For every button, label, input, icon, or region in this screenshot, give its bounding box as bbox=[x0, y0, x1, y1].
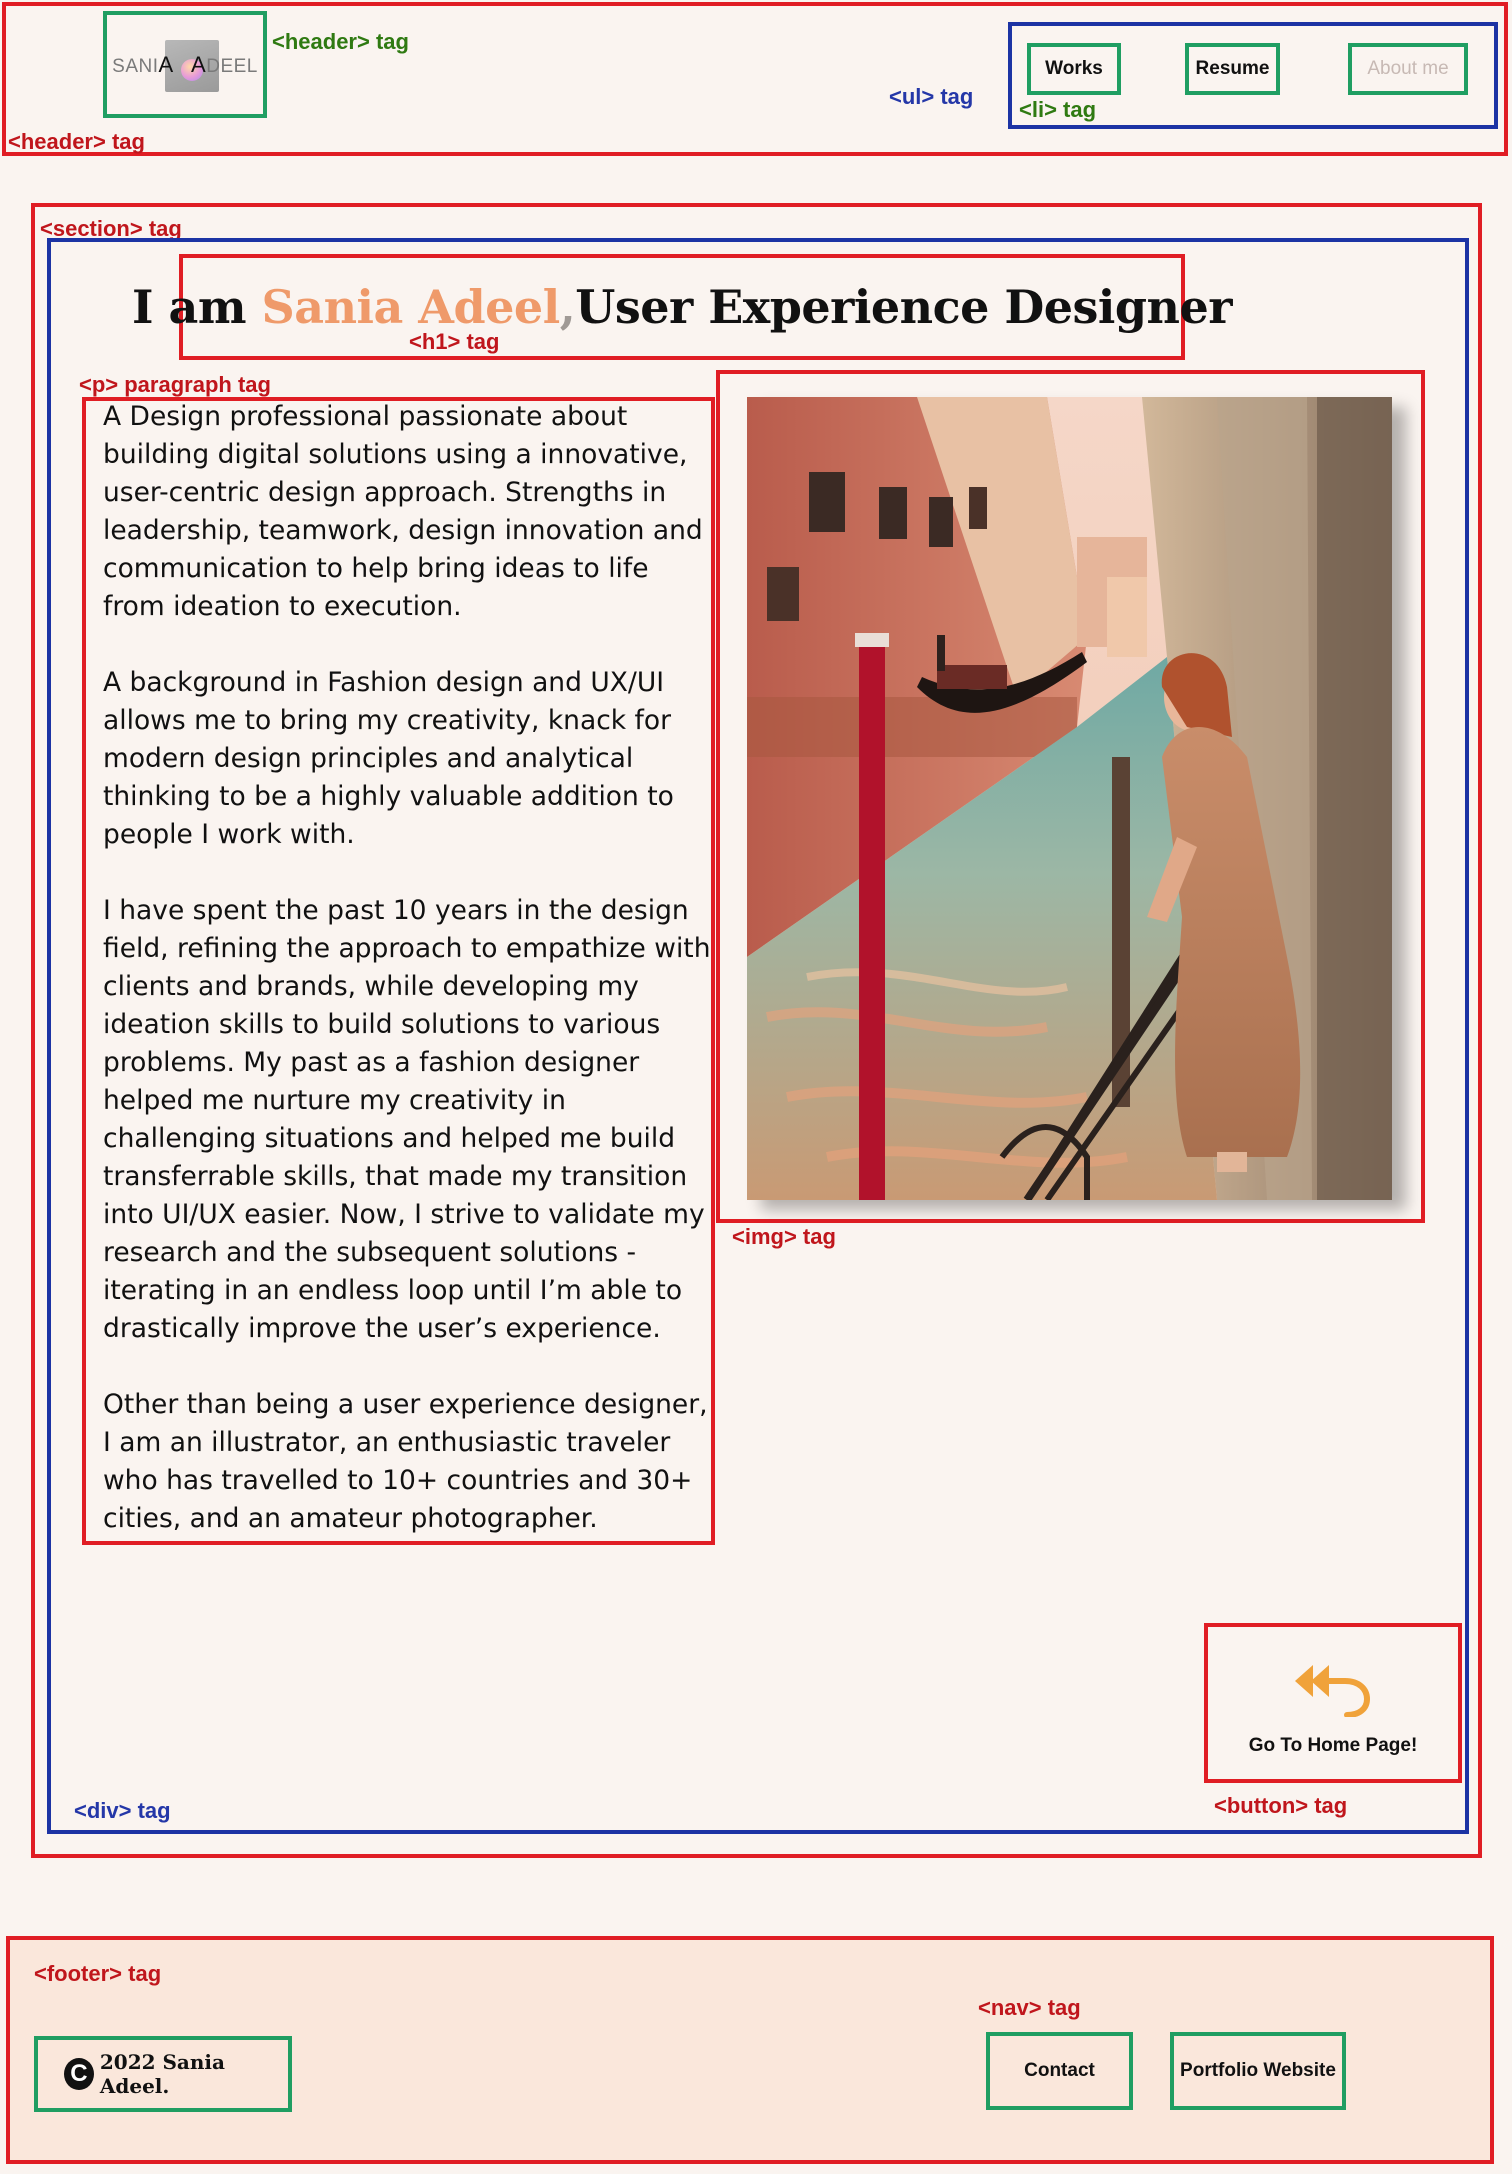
go-home-button[interactable] bbox=[1210, 1629, 1456, 1777]
annotation-ul: <ul> tag bbox=[889, 84, 974, 109]
page-title-box bbox=[132, 254, 1232, 360]
annotation-li: <li> tag bbox=[1019, 97, 1097, 122]
annotation-section: <section> tag bbox=[40, 216, 182, 241]
copyright-text: 2022 Sania Adeel. bbox=[99, 2050, 225, 2098]
annotation-p: <p> paragraph tag bbox=[79, 372, 271, 397]
profile-photo bbox=[747, 397, 1392, 1200]
about-paragraph: A background in Fashion design and UX/UI allows me to bring my creativity, knack for modern design principles and analytical thinking to be a highly valuable addition to people I work with. bbox=[103, 667, 674, 850]
annotation-img: <img> tag bbox=[732, 1224, 836, 1249]
annotation-footer: <footer> tag bbox=[34, 1961, 162, 1986]
annotation-header-logo: <header> tag bbox=[272, 29, 409, 54]
about-paragraph: A Design professional passionate about building digital solutions using a innovative, user-centric design approach. Strengths in leadership, teamwork, design innovation and communication to help bring ideas to life from ideation to execution. bbox=[103, 401, 703, 622]
copyright-icon: C bbox=[64, 2058, 94, 2090]
nav-item-works[interactable]: Works bbox=[1027, 43, 1121, 95]
annotation-nav: <nav> tag bbox=[978, 1995, 1081, 2020]
annotation-header: <header> tag bbox=[8, 129, 145, 154]
logo bbox=[112, 37, 258, 93]
page-title-name: Sania Adeel bbox=[261, 280, 560, 334]
double-reply-arrow-icon bbox=[1293, 1661, 1373, 1717]
go-home-label: Go To Home Page! bbox=[1248, 1735, 1418, 1756]
annotation-div: <div> tag bbox=[74, 1798, 171, 1823]
annotation-button: <button> tag bbox=[1214, 1793, 1348, 1818]
nav-item-resume[interactable]: Resume bbox=[1185, 43, 1280, 95]
venice-canal-photo-illustration bbox=[747, 397, 1392, 1200]
about-text bbox=[103, 398, 715, 1576]
about-paragraph: I have spent the past 10 years in the design field, refining the approach to empathize with clients and brands, while developing my ideation skills to build solutions to various problems. My past as a fashion designer helped me nurture my creativity in challenging situations and helped me build transferrable skills, that made my transition into UI/UX easier. Now, I strive to validate my research and the subsequent solutions - iterating in an endless loop until I’m able to drastically improve the user’s experience. bbox=[103, 895, 711, 1344]
nav-item-about-me[interactable]: About me bbox=[1348, 43, 1468, 95]
page-title: I am Sania Adeel,User Experience Designer bbox=[132, 280, 1232, 334]
logo-link[interactable] bbox=[103, 11, 267, 118]
copyright-notice bbox=[34, 2036, 292, 2112]
annotation-h1: <h1> tag bbox=[409, 329, 500, 354]
footer-link-contact[interactable]: Contact bbox=[986, 2032, 1133, 2110]
about-paragraph: Other than being a user experience designer, I am an illustrator, an enthusiastic traveler who has travelled to 10+ countries and 30+ cities, and an amateur photographer. bbox=[103, 1389, 708, 1534]
logo-text: SANIA ADEEL bbox=[112, 51, 258, 77]
footer-link-portfolio[interactable]: Portfolio Website bbox=[1170, 2032, 1346, 2110]
